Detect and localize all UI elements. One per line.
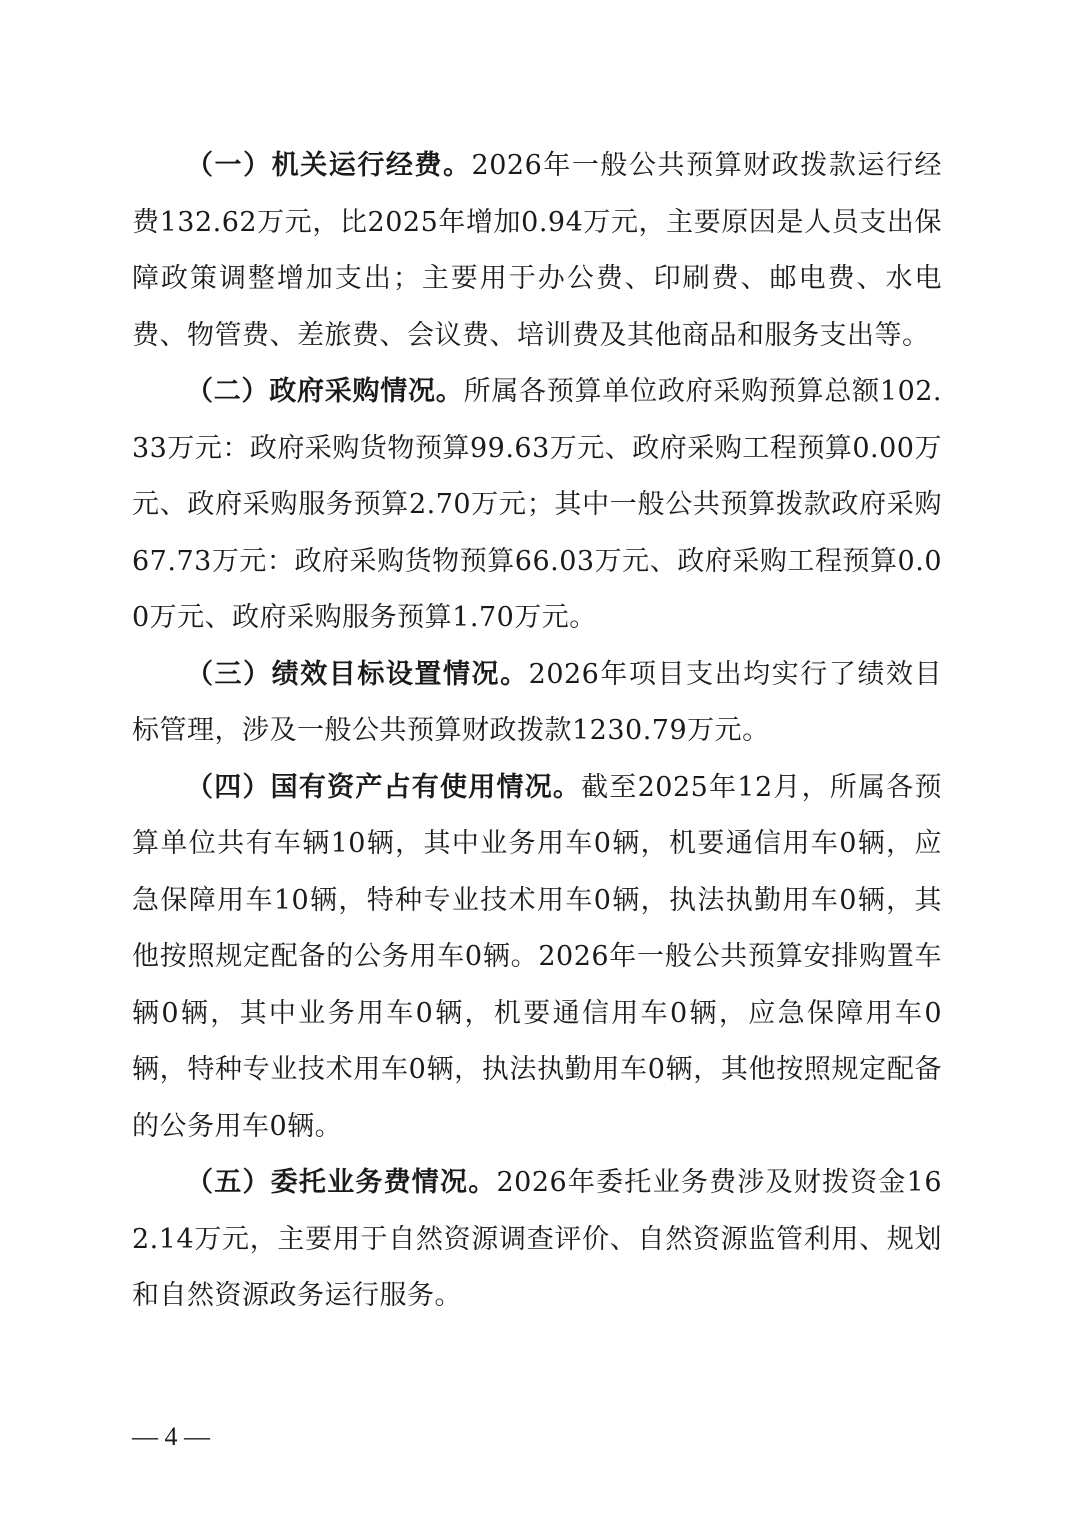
section-heading: （五）委托业务费情况。 — [186, 1167, 497, 1198]
paragraph-performance-targets — [132, 647, 942, 760]
paragraph-commissioned-services — [132, 1155, 942, 1325]
document-page — [132, 138, 942, 1325]
page-number: — 4 — — [132, 1422, 210, 1451]
section-body: 2026年委托业务费涉及财拨资金162.14万元，主要用于自然资源调查评价、自然资源监管利用、规划和自然资源政务运行服务。 — [132, 1167, 943, 1311]
section-body: 截至2025年12月，所属各预算单位共有车辆10辆，其中业务用车0辆，机要通信用车0辆，应急保障用车10辆，特种专业技术用车0辆，执法执勤用车0辆，其他按照规定配备的公务用车0辆。2026年一般公共预算安排购置车辆0辆，其中业务用车0辆，机要通信用车0辆，应急保障用车0辆，特种专业技术用车0辆，执法执勤用车0辆，其他按照规定配备的公务用车0辆。 — [132, 771, 942, 1142]
paragraph-operating-expenses — [132, 138, 942, 364]
section-body: 2026年一般公共预算财政拨款运行经费132.62万元，比2025年增加0.94万元，主要原因是人员支出保障政策调整增加支出；主要用于办公费、印刷费、邮电费、水电费、物管费、差旅费、会议费、培训费及其他商品和服务支出等。 — [132, 150, 943, 351]
section-body: 所属各预算单位政府采购预算总额102.33万元：政府采购货物预算99.63万元、政府采购工程预算0.00万元、政府采购服务预算2.70万元；其中一般公共预算拨款政府采购67.73万元：政府采购货物预算66.03万元、政府采购工程预算0.00万元、政府采购服务预算1.70万元。 — [132, 376, 943, 633]
section-heading: （一）机关运行经费。 — [186, 150, 472, 181]
section-body: 2026年项目支出均实行了绩效目标管理，涉及一般公共预算财政拨款1230.79万元。 — [132, 658, 942, 746]
paragraph-state-assets — [132, 760, 942, 1156]
section-heading: （三）绩效目标设置情况。 — [186, 658, 529, 690]
paragraph-government-procurement — [132, 364, 942, 647]
section-heading: （二）政府采购情况。 — [186, 376, 464, 407]
section-heading: （四）国有资产占有使用情况。 — [186, 771, 582, 803]
